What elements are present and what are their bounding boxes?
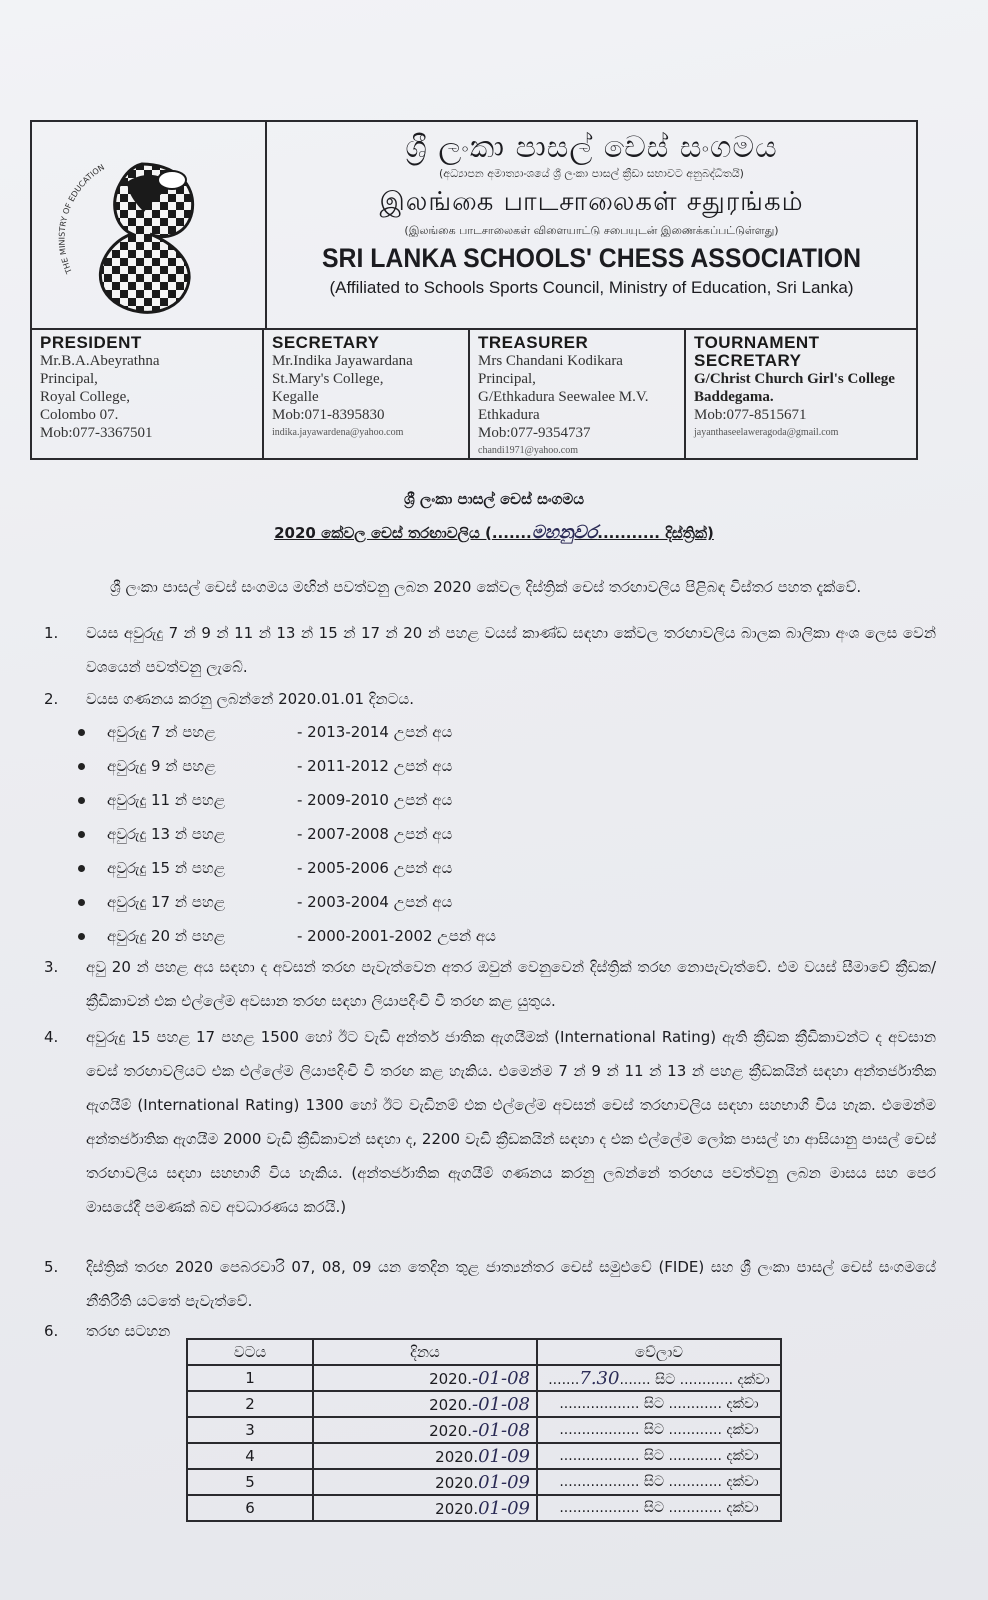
header-date: දිනය <box>313 1339 537 1365</box>
list-item: අවුරුදු 7 න් පහළ - 2013-2014 උපන් අය <box>78 715 496 749</box>
chess-association-logo <box>32 122 263 326</box>
item-6-text: තරඟ සටහන <box>86 1322 171 1340</box>
item-3-text: අවු 20 න් පහළ අය සඳහා ද අවසන් තරඟ පැවැත්වෙන අතර ඔවුන් වෙනුවෙන් දිස්ත්‍රික් තරඟ නොපැවැත්වේ. එම වයස් සීමාවේ ක්‍රීඩක/ ක්‍රීඩිකාවන් එක එල්ලේම අවසාන තරඟ සඳහා ලියාපදිංචි වී තරඟ කළ යුතුය. <box>86 958 936 1010</box>
table-row: 2 2020.-01-08 .................. සිට ............ දක්වා <box>187 1391 781 1417</box>
bullet-icon <box>78 831 85 838</box>
item-1-text: වයස අවුරුදු 7 න් 9 න් 11 න් 13 න් 15 න් 17 න් 20 න් පහළ වයස් කාණ්ඩ සඳහා කේවල තරඟාවලිය බාලක බාලිකා අංශ ලෙස වෙන් වශයෙන් පවත්වනු ලැබේ. <box>86 624 936 676</box>
list-item: අවුරුදු 11 න් පහළ - 2009-2010 උපන් අය <box>78 783 496 817</box>
list-item: අවුරුදු 17 න් පහළ - 2003-2004 උපන් අය <box>78 885 496 919</box>
list-item: අවුරුදු 13 න් පහළ - 2007-2008 උපන් අය <box>78 817 496 851</box>
table-row: 1 2020.-01-08 .......7.30....... සිට ............ දක්වා <box>187 1365 781 1391</box>
item-number-2: 2. <box>44 690 59 708</box>
handwritten-district: මහනුවර <box>531 522 598 543</box>
bullet-icon <box>78 899 85 906</box>
official-treasurer: TREASURER Mrs Chandani Kodikara Principal, G/Ethkadura Seewalee M.V. Ethkadura Mob:077-9354737 chandi1971@yahoo.com <box>470 330 686 458</box>
bullet-icon <box>78 933 85 940</box>
bullet-icon <box>78 729 85 736</box>
name-english: SRI LANKA SCHOOLS' CHESS ASSOCIATION <box>321 243 862 273</box>
table-row: 6 2020.01-09 .................. සිට ............ දක්වා <box>187 1495 781 1521</box>
association-title-block <box>267 122 916 330</box>
subtitle-tamil: (இலங்கை பாடசாலைகள் விளையாட்டு சபையுடன் இணைக்கப்பட்டுள்ளது) <box>404 224 779 237</box>
age-group-list <box>78 715 496 953</box>
list-item: අවුරුදු 20 න් පහළ - 2000-2001-2002 උපන් අය <box>78 919 496 953</box>
list-item: අවුරුදු 15 න් පහළ - 2005-2006 උපන් අය <box>78 851 496 885</box>
secretary-email: indika.jayawardena@yahoo.com <box>272 427 404 438</box>
list-item: අවුරුදු 9 න් පහළ - 2011-2012 උපන් අය <box>78 749 496 783</box>
header-round: වටය <box>187 1339 313 1365</box>
item-5-text: දිස්ත්‍රික් තරඟ 2020 පෙබරවාරි 07, 08, 09 යන තෙදින තුළ ජාත්‍යන්තර චෙස් සමුළුවේ (FIDE) සහ ශ්‍රී ලංකා පාසල් චෙස් සංගමයේ නීතිරීති යටතේ පැවැත්වේ. <box>86 1258 936 1310</box>
svg-text:THE MINISTRY OF EDUCATION: THE MINISTRY OF EDUCATION <box>57 162 107 275</box>
item-number-6: 6. <box>44 1322 59 1340</box>
item-number-5: 5. <box>44 1258 59 1276</box>
officials-row <box>32 330 916 458</box>
item-number-3: 3. <box>44 958 59 976</box>
subtitle-sinhala: (අධ්‍යාපන අමාත්‍යාංශයේ ශ්‍රී ලංකා පාසල් ක්‍රීඩා සභාවට අනුබද්ධිතයි) <box>439 167 744 180</box>
table-header-row <box>187 1339 781 1365</box>
match-schedule-table <box>186 1338 782 1522</box>
letterhead <box>30 120 918 460</box>
table-row: 4 2020.01-09 .................. සිට ............ දක්වා <box>187 1443 781 1469</box>
document-title-line2: 2020 කේවල චෙස් තරඟාවලිය (.......මහනුවර........... දිස්ත්‍රික්) <box>274 522 714 543</box>
official-president: PRESIDENT Mr.B.A.Abeyrathna Principal, Royal College, Colombo 07. Mob:077-3367501 <box>32 330 264 458</box>
logo-cell <box>32 122 267 330</box>
intro-paragraph: ශ්‍රී ලංකා පාසල් චෙස් සංගමය මඟින් පවත්වනු ලබන 2020 කේවල දිස්ත්‍රික් චෙස් තරඟාවලිය පිළිබඳ විස්තර පහත දැක්වේ. <box>110 578 862 596</box>
table-row: 3 2020.-01-08 .................. සිට ............ දක්වා <box>187 1417 781 1443</box>
tournament-secretary-email: jayanthaseelaweragoda@gmail.com <box>694 427 839 438</box>
affiliation: (Affiliated to Schools Sports Council, Ministry of Education, Sri Lanka) <box>329 278 854 297</box>
bullet-icon <box>78 763 85 770</box>
bullet-icon <box>78 865 85 872</box>
bullet-icon <box>78 797 85 804</box>
official-secretary: SECRETARY Mr.Indika Jayawardana St.Mary's College, Kegalle Mob:071-8395830 indika.jayawardena@yahoo.com <box>264 330 470 458</box>
name-tamil: இலங்கை பாடசாலைகள் சதுரங்கம் <box>379 187 804 217</box>
name-sinhala: ශ්‍රී ලංකා පාසල් චෙස් සංගමය <box>405 130 778 165</box>
header-time: වේලාව <box>537 1339 781 1365</box>
item-2-text: වයස ගණනය කරනු ලබන්නේ 2020.01.01 දිනටය. <box>86 690 414 708</box>
document-title-line1: ශ්‍රී ලංකා පාසල් චෙස් සංගමය <box>404 490 584 508</box>
item-4-text: අවුරුදු 15 පහළ 17 පහළ 1500 හෝ ඊට වැඩි අන්තර් ජාතික ඇගයීමක් (International Rating) ඇති ක්‍රීඩක ක්‍රීඩිකාවන්ට ද අවසාන චෙස් තරඟාවලියට එක එල්ලේම ලියාපදිංචි වී තරඟ කළ හැකිය. එමෙන්ම 7 න් 9 න් 11 න් 13 න් පහළ ක්‍රීඩකයින් සඳහා අන්තර්ජාතික ඇගයීම් (International Rating) 1300 හෝ ඊට වැඩිනම් එක එල්ලේම අවසන් චෙස් තරඟාවලිය සඳහා සහභාගි විය හැක. එමෙන්ම අන්තර්ජාතික ඇගයීම 2000 වැඩි ක්‍රීඩිකාවන් සඳහා ද, 2200 වැඩි ක්‍රීඩකයින් සඳහා ද එක එල්ලේම ලෝක පාසල් හා ආසියානු පාසල් චෙස් තරඟාවලිය සඳහා සහභාගි විය හැකිය. (අන්තර්ජාතික ඇගයීම් ගණනය කරනු ලබන්නේ තරඟය පවත්වනු ලබන මාසය සහ පෙර මාසයේදී පමණක් බව අවධාරණය කරයි.) <box>86 1028 936 1216</box>
item-number-4: 4. <box>44 1028 59 1046</box>
treasurer-email: chandi1971@yahoo.com <box>478 445 579 456</box>
table-row: 5 2020.01-09 .................. සිට ............ දක්වා <box>187 1469 781 1495</box>
official-tournament-secretary: TOURNAMENT SECRETARY G/Christ Church Girl's College Baddegama. Mob:077-8515671 jayanthaseelaweragoda@gmail.com <box>686 330 916 458</box>
item-number-1: 1. <box>44 624 59 642</box>
